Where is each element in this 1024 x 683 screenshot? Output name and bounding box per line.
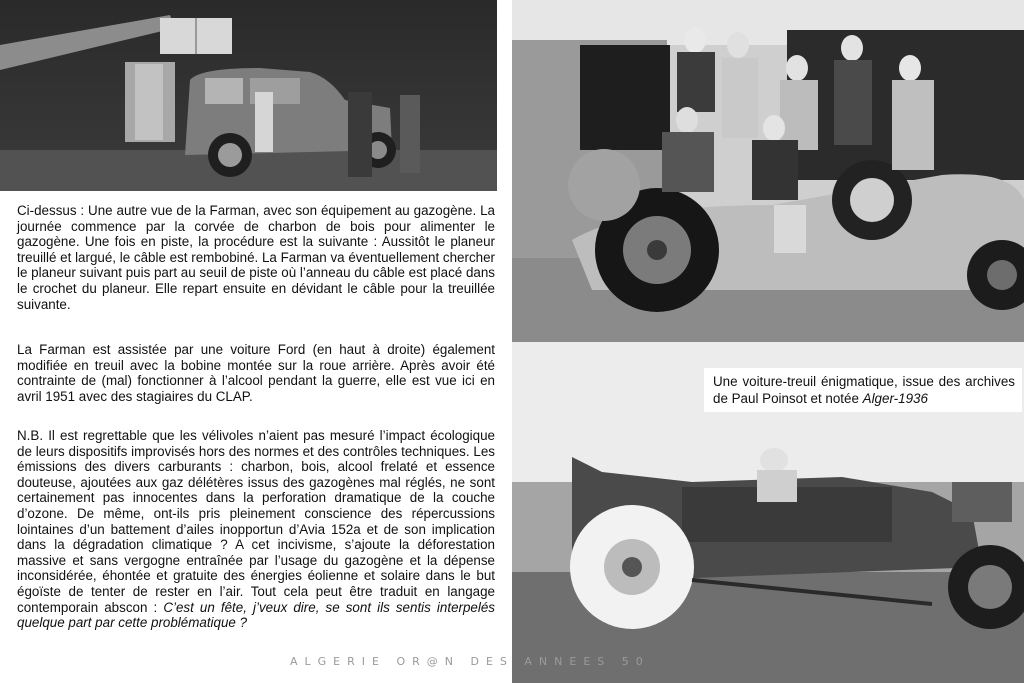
photo-caption — [713, 374, 1015, 407]
paragraph-ford — [17, 342, 495, 404]
photo-caption-italic: Alger-1936 — [862, 390, 928, 406]
paragraph-ford-text: La Farman est assistée par une voiture Ford (en haut à droite) également modifiée en treuil avec la bobine montée sur la roue arrière. Après avoir été contrainte de (mal) fonctionner à l’alcool pendant la guerre, elle est vue ici en avril 1951 avec des stagiaires du CLAP. — [17, 342, 495, 404]
photo-caption-box — [704, 368, 1022, 412]
paragraph-farman — [17, 203, 495, 312]
paragraph-nb-italic: C’est un fête, j’veux dire, se sont ils sentis interpelés quelque part par cette problématique ? — [17, 599, 495, 631]
photo-ford-stagiaires — [512, 0, 1024, 342]
paragraph-farman-text: Ci-dessus : Une autre vue de la Farman, avec son équipement au gazogène. La journée commence par la corvée de charbon de bois pour alimenter le gazogène. Une fois en piste, la procédure est la suivante : Aussitôt le planeur treuillé et largué, le câble est rembobiné. La Farman va éventuellement chercher le planeur suivant puis part au seuil de piste où l’anneau du câble est placé dans le crochet du planeur. Elle repart ensuite en dévidant le câble pour la treuillée suivante. — [17, 203, 495, 312]
photo-caption-text: Une voiture-treuil énigmatique, issue des archives de Paul Poinsot et notée — [713, 374, 1015, 406]
watermark: ALGERIE OR@N DES ANNEES 50 — [290, 655, 650, 668]
paragraph-nb — [17, 428, 495, 631]
paragraph-nb-text: N.B. Il est regrettable que les vélivoles n’aient pas mesuré l’impact écologique de leurs dispositifs improvisés hors des normes et des contrôles techniques. Les émissions des divers carburants : charbon, bois, alcool frelaté et essence douteuse, ajoutées aux gaz délétères issus des gazogènes mal réglés, ne sont certainement pas innocentes dans la perforation dramatique de la couche d’ozone. De même, ont-ils pris pleinement conscience des répercussions lointaines d’un battement d’ailes inopportun d’Avia 152a et de son implication dans la dégradation climatique ? A cet incivisme, s’ajoute la déforestation massive et sans vergogne entraînée par l’usage du gazogène et la dépense inconsidérée, éhontée et gratuite des énergies éolienne et solaire dans le but égoïste de tenter de rester en l’air. Tout cela peut être traduit en langage contemporain abscon : — [17, 428, 495, 615]
photo-farman-gazogene — [0, 0, 497, 191]
